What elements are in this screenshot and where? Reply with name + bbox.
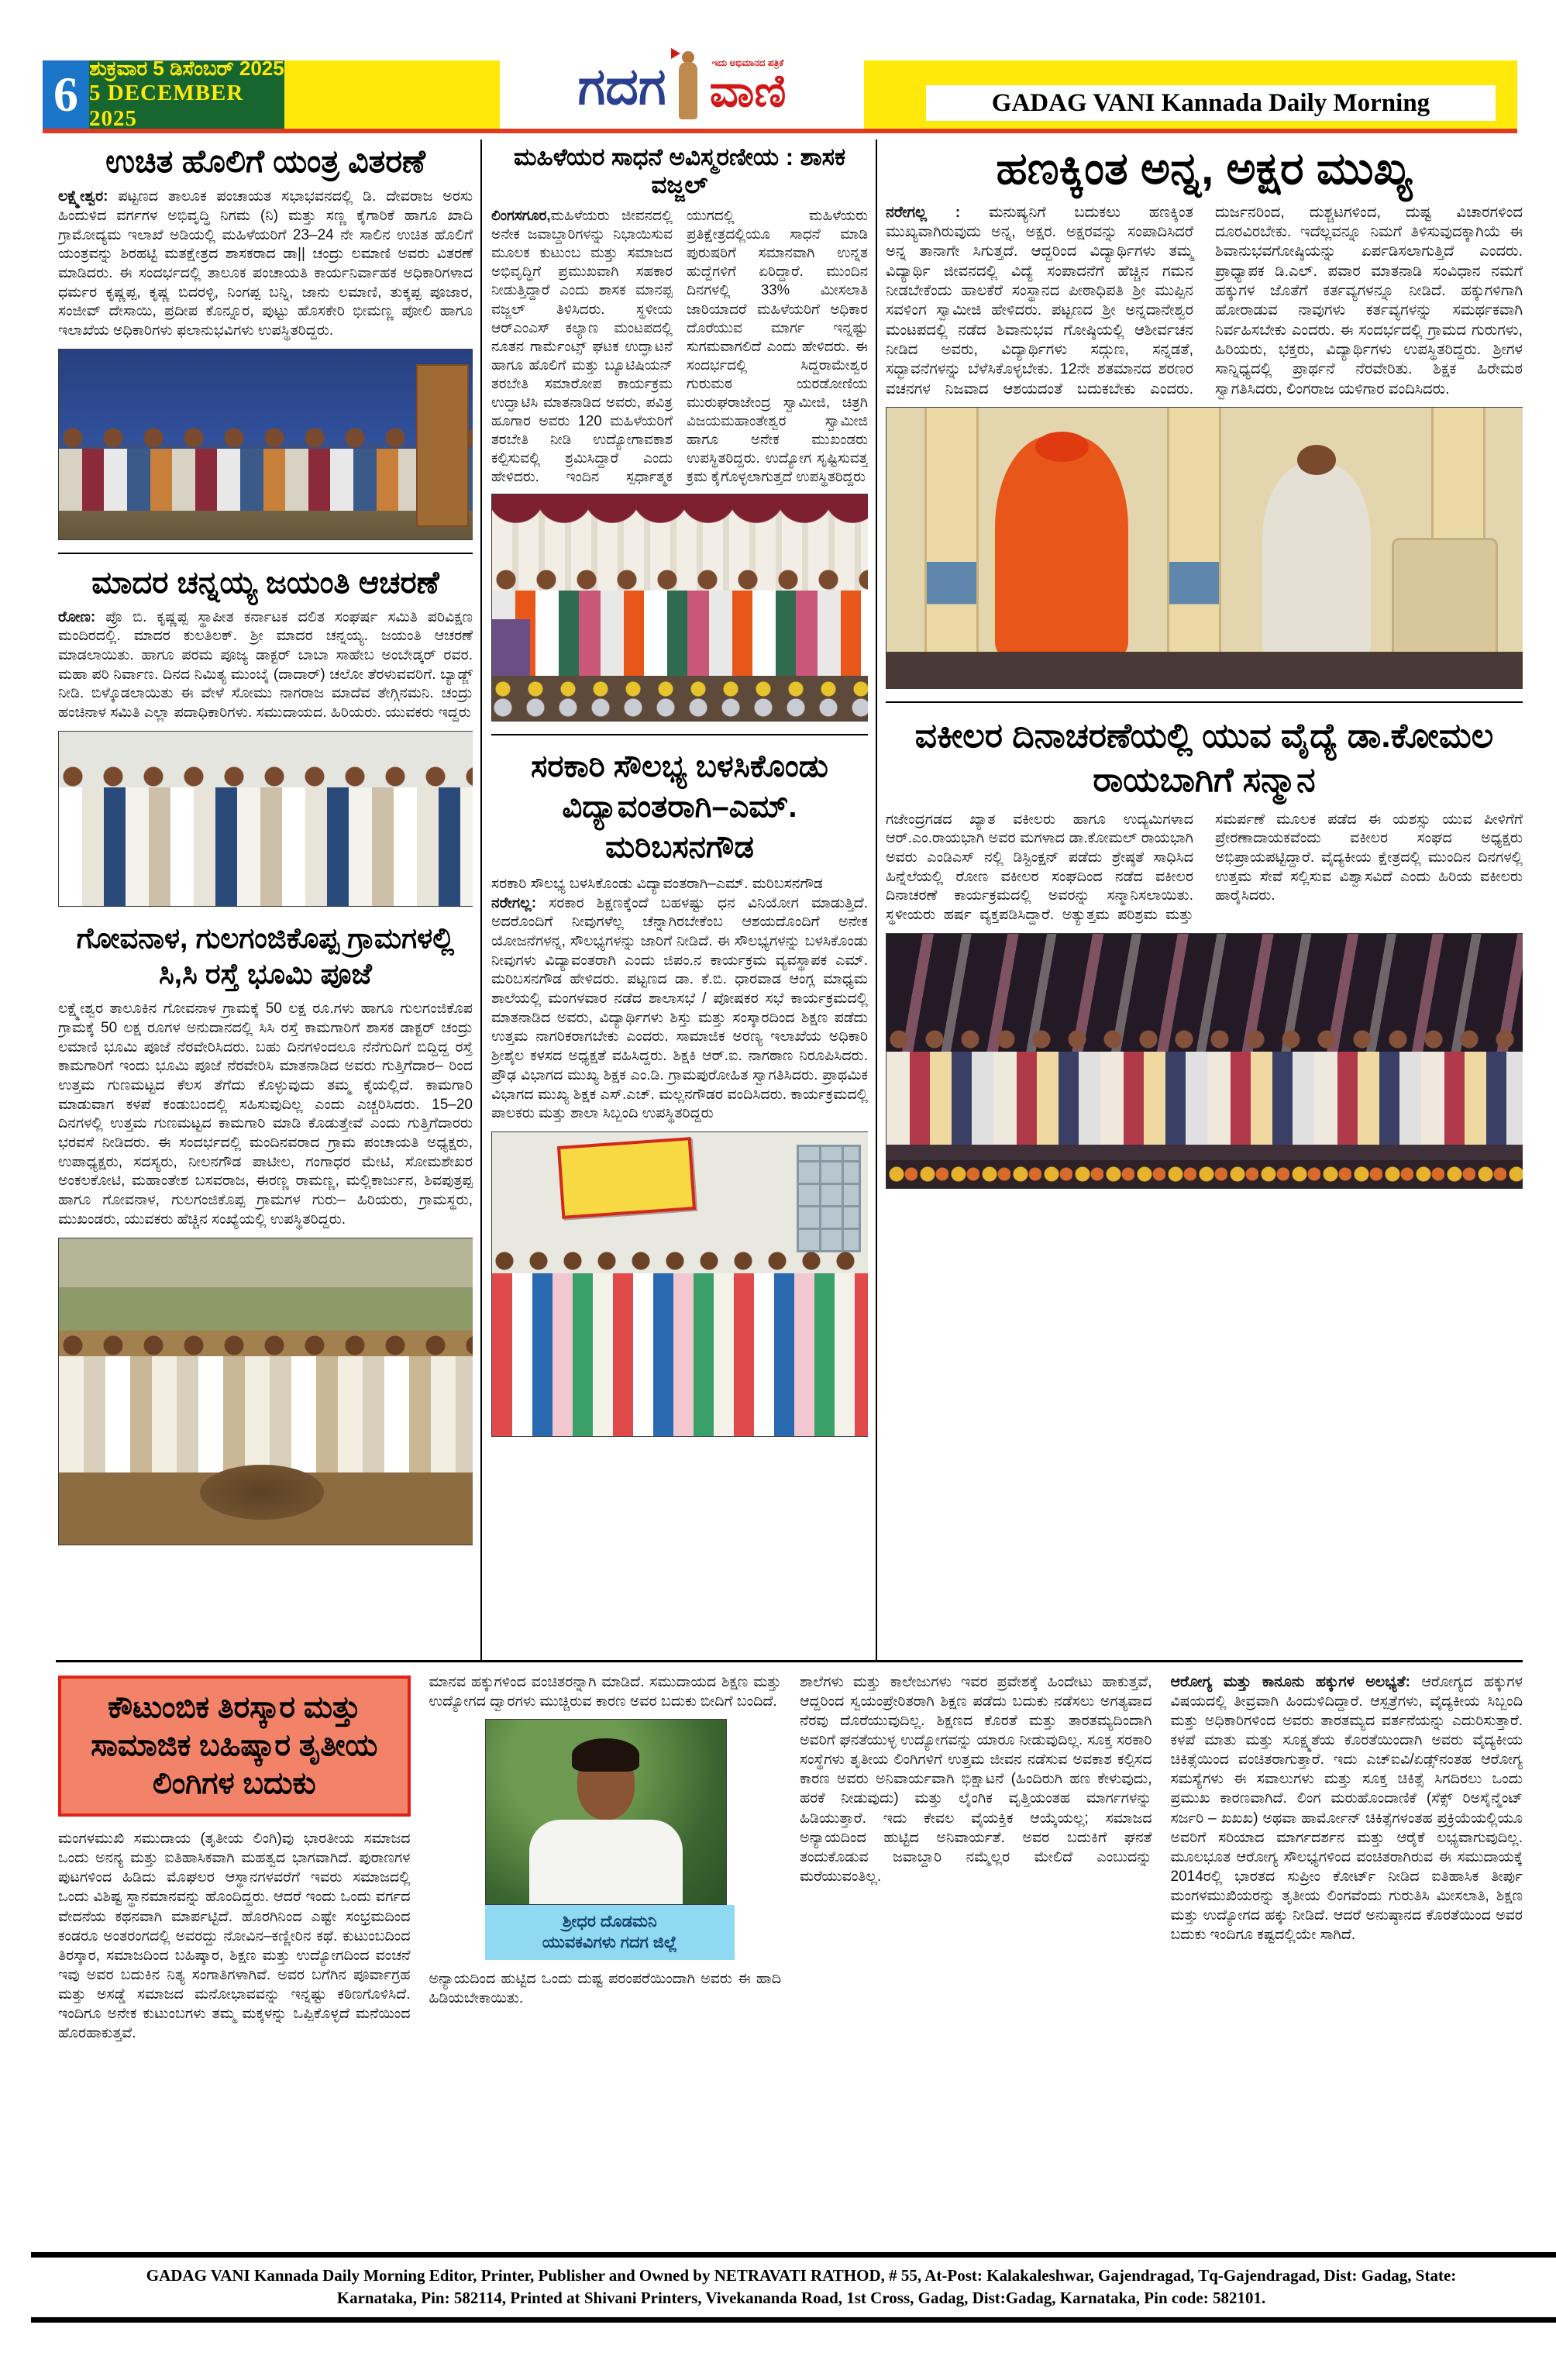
- awardee-figure: [1262, 464, 1371, 655]
- feature-col-4: [1171, 1672, 1523, 2246]
- statue-icon: [671, 48, 705, 124]
- feature-headline-box: [58, 1676, 411, 1817]
- article-madara-channayya-jayanti: [58, 553, 473, 907]
- plastic-chair: [1392, 538, 1499, 660]
- feature-body: ಮಂಗಳಮುಖಿ ಸಮುದಾಯ (ತೃತೀಯ ಲಿಂಗಿ)ವು ಭಾರತೀಯ ಸಮಾಜದ ಒಂದು ಅನನ್ಯ ಮತ್ತು ಐತಿಹಾಸಿಕವಾಗಿ ಮಹತ್ವದ ಭಾಗವಾಗಿದೆ. ಪುರಾಣಗಳ ಪುಟಗಳಿಂದ ಹಿಡಿದು ಮೊಘಲರ ಆಸ್ಥಾನಗಳವರೆಗೆ ಇವರು ಸಮಾಜದಲ್ಲಿ ಒಂದು ವಿಶಿಷ್ಟ ಸ್ಥಾನಮಾನವನ್ನು ಹೊಂದಿದ್ದರು. ಆದರೆ ಇಂದು ಒಂದು ವರ್ಗದ ವೇದನೆಯ ಕಥನವಾಗಿ ಮಾರ್ಪಟ್ಟಿದೆ. ಹೊರಗಿನಿಂದ ಎಷ್ಟೇ ಸಂಭ್ರಮದಿಂದ ಕಂಡರೂ ಅಂತರಂಗದಲ್ಲಿ ಅವರದ್ದು ನೋವಿನ–ಕಣ್ಣೀರಿನ ಕಥೆ. ಕುಟುಂಬದಿಂದ ತಿರಸ್ಕಾರ, ಸಮಾಜದಿಂದ ಬಹಿಷ್ಕಾರ, ಶಿಕ್ಷಣ ಮತ್ತು ಉದ್ಯೋಗದಿಂದ ವಂಚನೆ ಇವು ಅವರ ಬದುಕಿನ ನಿತ್ಯ ಸಂಗಾತಿಗಳಾಗಿವೆ. ಅವರ ಬಗೆಗಿನ ಪೂರ್ವಾಗ್ರಹ ಮತ್ತು ಅಸಡ್ಡೆ ಸಮಾಜದ ಮನೋಭಾವವನ್ನು ಇನ್ನಷ್ಟು ಕಠಿಣಗೊಳಿಸಿದೆ. ಇಂದಿಗೂ ಅನೇಕ ಕುಟುಂಬಗಳು ತಮ್ಮ ಮಕ್ಕಳನ್ನು ಒಪ್ಪಿಕೊಳ್ಳದೆ ಮನೆಯಿಂದ ಹೊರಹಾಕುತ್ತವೆ.: [58, 1831, 411, 2042]
- feature-article-third-gender: [58, 1672, 1523, 2246]
- dateline: ನರೇಗಲ್ಲ:: [491, 894, 537, 911]
- subhead-health-legal-rights: ಆರೋಗ್ಯ ಮತ್ತು ಕಾನೂನು ಹಕ್ಕುಗಳ ಅಲಭ್ಯತೆ:: [1170, 1674, 1410, 1690]
- school-banner: [557, 1137, 696, 1219]
- feature-body: ಆರೋಗ್ಯ ಮತ್ತು ಕಾನೂನು ಹಕ್ಕುಗಳ ಅಲಭ್ಯತೆ: ಆರೋಗ್ಯದ ಹಕ್ಕುಗಳ ವಿಷಯದಲ್ಲಿ ತೀವ್ರವಾಗಿ ಹಿಂದುಳಿದಿದ್ದಾರೆ. ಆಸ್ಪತ್ರೆಗಳು, ವೈದ್ಯಕೀಯ ಸಿಬ್ಬಂದಿ ಮತ್ತು ಅಧಿಕಾರಿಗಳಿಂದ ಅವರು ತಾರತಮ್ಯದ ವರ್ತನೆಯನ್ನು ಎದುರಿಸುತ್ತಾರೆ. ಕಳಪೆ ಮಾತು ಮತ್ತು ಸೂಕ್ಷ್ಮತೆಯ ಕೊರತೆಯಿಂದಾಗಿ ಅವರು ವೈದ್ಯಕೀಯ ಚಿಕಿತ್ಸೆಯಿಂದ ವಂಚಿತರಾಗುತ್ತಾರೆ. ಇದು ಎಚ್‌ಐವಿ/ಏಡ್ಸ್‌ನಂತಹ ಆರೋಗ್ಯ ಸಮಸ್ಯೆಗಳು ಈ ಸವಾಲುಗಳು ಮತ್ತು ಸೂಕ್ತ ಚಿಕಿತ್ಸೆ ಸಿಗದಿರಲು ಒಂದು ಪ್ರಮುಖ ಕಾರಣವಾಗಿದೆ. ಲಿಂಗ ಮರುಹೊಂದಾಣಿಕೆ (ಸೆಕ್ಸ್ ರಿಅಸೈನ್ಮೆಂಟ್ ಸರ್ಜರಿ – ಖಖಖ) ಅಥವಾ ಹಾರ್ಮೋನ್ ಚಿಕಿತ್ಸೆಗಳಂತಹ ಪ್ರಕ್ರಿಯೆಯಲ್ಲಿಯೂ ಅವರಿಗೆ ಸರಿಯಾದ ಮಾರ್ಗದರ್ಶನ ಮತ್ತು ಆರೈಕೆ ಲಭ್ಯವಾಗುವುದಿಲ್ಲ. ಮೂಲಭೂತ ಆರೋಗ್ಯ ಸೌಲಭ್ಯಗಳಿಂದ ವಂಚಿತರಾಗಿರುವ ಈ ಸಮುದಾಯಕ್ಕೆ 2014ರಲ್ಲಿ ಭಾರತದ ಸುಪ್ರೀಂ ಕೋರ್ಟ್ ನೀಡಿದ ಐತಿಹಾಸಿಕ ತೀರ್ಪು ಮಂಗಳಮುಖಿಯರನ್ನು ತೃತೀಯ ಲಿಂಗವೆಂದು ಗುರುತಿಸಿ ಮೀಸಲಾತಿ, ಶಿಕ್ಷಣ ಮತ್ತು ಉದ್ಯೋಗದ ಹಕ್ಕು ನೀಡಿದೆ. ಆದರೆ ಅನುಷ್ಠಾನದ ಕೊರತೆಯಿಂದ ಅವರ ಬದುಕು ಇಂದಿಗೂ ಕಷ್ಟದಲ್ಲಿಯೇ ಸಾಗಿದೆ.: [1170, 1674, 1523, 1944]
- caption-title: ಯುವಕವಿಗಳು ಗದಗ ಜಿಲ್ಲೆ: [542, 1934, 677, 1952]
- article-body: ಲಕ್ಷ್ಮೇಶ್ವರ ತಾಲೂಕಿನ ಗೋವನಾಳ ಗ್ರಾಮಕ್ಕೆ 50 ಲಕ್ಷ ರೂ.ಗಳು ಹಾಗೂ ಗುಲಗಂಜಿಕೊಪ ಗ್ರಾಮಕ್ಕೆ 50 ಲಕ್ಷ ರೂಗಳ ಅನುದಾನದಲ್ಲಿ ಸಿಸಿ ರಸ್ತೆ ಕಾಮಗಾರಿಗೆ ಶಾಸಕ ಡಾಕ್ಟರ್ ಚಂದ್ರು ಲಮಾಣಿ ಭೂಮಿ ಪೂಜೆ ನೆರವೇರಿಸಿದರು. ಬಹು ದಿನಗಳಿಂದಲೂ ನೆನೆಗುದಿಗೆ ಬಿದ್ದಿದ್ದ ರಸ್ತೆ ಕಾಮಗಾರಿಗೆ ಇಂದು ಭೂಮಿ ಪೂಜೆ ನೆರವೇರಿಸಿ ಮಾತನಾಡಿದ ಅವರು ಗುತ್ತಿಗೆದಾರ– ರಿಂದ ಉತ್ತಮ ಗುಣಮಟ್ಟದ ಕೆಲಸ ತೆಗೆದು ಕೊಳ್ಳುವುದು ತಮ್ಮ ಕೈಯಲ್ಲಿದೆ. ಕಾಮಗಾರಿ ಮಾಡುವಾಗ ಕಳಪೆ ಕಂಡುಬಂದಲ್ಲಿ ಸಹಿಸುವುದಿಲ್ಲ ಎಂದು ಎಚ್ಚರಿಸಿದರು. 15–20 ದಿನಗಳಲ್ಲಿ ಉತ್ತಮ ಗುಣಮಟ್ಟದ ಕಾಮಗಾರಿ ಮಾಡಿ ಕೊಡುತ್ತೇವೆ ಎಂದು ಗುತ್ತಿಗೆದಾರರು ಭರವಸೆ ನೀಡಿದರು. ಈ ಸಂದರ್ಭದಲ್ಲಿ ಮಂದಿನವರಾದ ಗ್ರಾಮ ಪಂಚಾಯತಿ ಅಧ್ಯಕ್ಷರು, ಉಪಾಧ್ಯಕ್ಷರು, ಸದಸ್ಯರು, ನೀಲನಗೌಡ ಪಾಟೀಲ, ಗಂಗಾಧರ ಮೇಟಿ, ಸೋಮಶೇಖರ ಅಂಕಲಕೋಟಿ, ಮಹಾಂತೇಶ ಬಸವರಾಜ, ಈರಣ್ಣ ರಾಮಣ್ಣ, ಮಲ್ಲಿಕಾರ್ಜುನ, ಶಿವಪುತ್ರಪ್ಪ ಹಾಗೂ ಗೋವನಾಳ, ಗುಲಗಂಜಿಕೊಪ್ಪ ಗ್ರಾಮಗಳ ಗುರು– ಹಿರಿಯರು, ಗ್ರಾಮಸ್ಥರು, ಮುಖಂಡರು, ಯುವಕರು ಹೆಚ್ಚಿನ ಸಂಖ್ಯೆಯಲ್ಲಿ ಉಪಸ್ಥಿತರಿದ್ದರು.: [58, 1001, 473, 1228]
- article-govt-facilities-education: [491, 734, 868, 1437]
- article-headline: ಸರಕಾರಿ ಸೌಲಭ್ಯ ಬಳಸಿಕೊಂಡು ವಿದ್ಯಾವಂತರಾಗಿ–ಎಮ್. ಮರಿಬಸನಗೌಡ: [531, 749, 828, 864]
- article-headline: ಹಣಕ್ಕಿಂತ ಅನ್ನ, ಅಕ್ಷರ ಮುಖ್ಯ: [996, 143, 1413, 194]
- feature-headline: ಕೌಟುಂಬಿಕ ತಿರಸ್ಕಾರ ಮತ್ತು ಸಾಮಾಜಿಕ ಬಹಿಷ್ಕಾರ ತೃತೀಯ ಲಿಂಗಿಗಳ ಬದುಕು: [91, 1691, 378, 1800]
- article-cc-road-bhoomi-pooja: [58, 921, 473, 1545]
- article-headline: ಮಾದರ ಚನ್ನಯ್ಯ ಜಯಂತಿ ಆಚರಣೆ: [91, 565, 439, 600]
- article-headline: ಉಚಿತ ಹೊಲಿಗೆ ಯಂತ್ರ ವಿತರಣೆ: [105, 143, 425, 179]
- photo-jayanti-group: [58, 731, 473, 907]
- article-body: ನರೇಗಲ್ಲ : ಮನುಷ್ಯನಿಗೆ ಬದುಕಲು ಹಣಕ್ಕಿಂತ ಮುಖ್ಯವಾಗಿರುವುದು ಅನ್ನ, ಅಕ್ಷರ. ಅಕ್ಷರವನ್ನು ಸಂಪಾದಿಸಿದರೆ ಅನ್ನ ತಾನಾಗೇ ಸಿಗುತ್ತದೆ. ಆದ್ದರಿಂದ ವಿದ್ಯಾರ್ಥಿಗಳು ತಮ್ಮ ವಿದ್ಯಾರ್ಥಿ ಜೀವನದಲ್ಲಿ ವಿದ್ಯೆ ಸಂಪಾದನೆಗೆ ಹೆಚ್ಚಿನ ಗಮನ ನೀಡಬೇಕೆಂದು ಹಾಲಕೆರೆ ಸಂಸ್ಥಾನದ ಪೀಠಾಧಿಪತಿ ಶ್ರೀ ಮುಪ್ಪಿನ ಸವಳಿಂಗ ಸ್ವಾಮೀಜಿ ಹೇಳಿದರು. ಪಟ್ಟಣದ ಶ್ರೀ ಅನ್ನದಾನೇಶ್ವರ ಮಂಟಪದಲ್ಲಿ ನಡೆದ ಶಿವಾನುಭವ ಗೋಷ್ಠಿಯಲ್ಲಿ ಆಶೀರ್ವಚನ ನೀಡಿದ ಅವರು, ವಿದ್ಯಾರ್ಥಿಗಳು ಸದ್ಗುಣ, ಸನ್ನಡತೆ, ಸದ್ಭಾವನೆಗಳನ್ನು ಬೆಳೆಸಿಕೊಳ್ಳಬೇಕು. 12ನೇ ಶತಮಾನದ ಶರಣರ ವಚನಗಳ ನಿಜವಾದ ಆಶಯದಂತೆ ಬದುಕಬೇಕು ಎಂದರು. ದುರ್ಜನರಿಂದ, ದುಶ್ಚಟಗಳಿಂದ, ದುಷ್ಟ ವಿಚಾರಗಳಿಂದ ದೂರವಿರಬೇಕು. ಇದೆಲ್ಲವನ್ನೂ ನಿಮಗೆ ತಿಳಿಸುವುದಕ್ಕಾಗಿಯೆ ಈ ಶಿವಾನುಭವಗೋಷ್ಠಿಯನ್ನು ಏರ್ಪಡಿಸಲಾಗುತ್ತಿದೆ ಎಂದರು. ಪ್ರಾಧ್ಯಾಪಕ ಡಿ.ಎಲ್. ಪವಾರ ಮಾತನಾಡಿ ಸಂವಿಧಾನ ನಮಗೆ ಹಕ್ಕುಗಳ ಜೊತೆಗೆ ಕರ್ತವ್ಯಗಳನ್ನೂ ನೀಡಿದೆ. ಹಕ್ಕುಗಳಿಗಾಗಿ ಹೋರಾಡುವ ನಾವುಗಳು ಕರ್ತವ್ಯಗಳನ್ನು ಸಮರ್ಥಕವಾಗಿ ನಿರ್ವಹಿಸಬೇಕು ಎಂದರು. ಈ ಸಂದರ್ಭದಲ್ಲಿ ಗ್ರಾಮದ ಗುರುಗಳು, ಹಿರಿಯರು, ಭಕ್ತರು, ವಿದ್ಯಾರ್ಥಿಗಳು ಉಪಸ್ಥಿತರಿದ್ದರು. ಶ್ರೀಗಳ ಸಾನ್ನಿಧ್ಯದಲ್ಲಿ ಪ್ರಾರ್ಥನೆ ನೆರವೇರಿತು. ಶಿಕ್ಷಕ ಹಿರೇಮಠ ಸ್ವಾಗತಿಸಿದರು, ಲಿಂಗರಾಜ ಯಳಿಗಾರ ವಂದಿಸಿದರು.: [886, 203, 1523, 398]
- dateline: ನರೇಗಲ್ಲ :: [886, 203, 961, 221]
- column-left: [58, 143, 473, 1660]
- column-divider: [876, 139, 877, 1660]
- article-body: ಲಿಂಗಸಗೂರ,ಮಹಿಳೆಯರು ಜೀವನದಲ್ಲಿ ಅನೇಕ ಜವಾಬ್ದಾರಿಗಳನ್ನು ನಿಭಾಯಿಸುವ ಮೂಲಕ ಕುಟುಂಬ ಮತ್ತು ಸಮಾಜದ ಅಭಿವೃದ್ಧಿಗೆ ಪ್ರಮುಖವಾಗಿ ಸಹಕಾರ ನೀಡುತ್ತಿದ್ದಾರೆ ಎಂದು ಶಾಸಕ ಮಾನಪ್ಪ ವಜ್ಜಲ್ ತಿಳಿಸಿದರು. ಸ್ಥಳೀಯ ಆರ್‌ಎಂಎಸ್ ಕಲ್ಯಾಣ ಮಂಟಪದಲ್ಲಿ ನೂತನ ಗಾರ್ಮೆಂಟ್ಸ್ ಘಟಕ ಉದ್ಘಾಟನೆ ಹಾಗೂ ಹೊಲಿಗೆ ಮತ್ತು ಬ್ಯೂಟಿಷಿಯನ್ ತರಬೇತಿ ಸಮಾರೋಪ ಕಾರ್ಯಕ್ರಮ ಉದ್ಘಾಟಿಸಿ ಮಾತನಾಡಿದ ಅವರು, ಪವಿತ್ರ ಹೂಗಾರ ಅವರು 120 ಮಹಿಳೆಯರಿಗೆ ತರಬೇತಿ ನೀಡಿ ಉದ್ಯೋಗಾವಕಾಶ ಕಲ್ಪಿಸುವಲ್ಲಿ ಶ್ರಮಿಸಿದ್ದಾರೆ ಎಂದು ಹೇಳಿದರು. ಇಂದಿನ ಸ್ಪರ್ಧಾತ್ಮಕ ಯುಗದಲ್ಲಿ ಮಹಿಳೆಯರು ಪ್ರತಿಕ್ಷೇತ್ರದಲ್ಲಿಯೂ ಸಾಧನೆ ಮಾಡಿ ಪುರುಷರಿಗೆ ಸಮಾನವಾಗಿ ಉನ್ನತ ಹುದ್ದೆಗಳಿಗೆ ಏರಿದ್ದಾರೆ. ಮುಂದಿನ ದಿನಗಳಲ್ಲಿ 33% ಮೀಸಲಾತಿ ಜಾರಿಯಾದರೆ ಮಹಿಳೆಯರಿಗೆ ಅಧಿಕಾರ ದೊರೆಯುವ ಮಾರ್ಗ ಇನ್ನಷ್ಟು ಸುಗಮವಾಗಲಿದೆ ಎಂದು ಹೇಳಿದರು. ಈ ಸಂದರ್ಭದಲ್ಲಿ ಸಿದ್ದರಾಮೇಶ್ವರ ಗುರುಮಠ ಯರಡೋಣಿಯ ಮುರುಘರಾಜೇಂದ್ರ ಸ್ವಾಮೀಜಿ, ಚಿತ್ರಗಿ ವಿಜಯಮಹಾಂತೇಶ್ವರ ಸ್ವಾಮೀಜಿ ಹಾಗೂ ಅನೇಕ ಮುಖಂಡರು ಉಪಸ್ಥಿತರಿದ್ದರು. ಉದ್ಯೋಗ ಸೃಷ್ಟಿಸುವತ್ತ ಕ್ರಮ ಕೈಗೊಳ್ಳಲಾಗುತ್ತದೆ ಉಪಸ್ಥಿತರಿದ್ದರು: [491, 207, 868, 484]
- newspaper-logo: [500, 43, 864, 129]
- article-body: ಗಜೇಂದ್ರಗಡದ ಖ್ಯಾತ ವಕೀಲರು ಹಾಗೂ ಉದ್ಯಮಿಗಳಾದ ಆರ್.ಎಂ.ರಾಯಭಾಗಿ ಅವರ ಮಗಳಾದ ಡಾ.ಕೋಮಲ್ ರಾಯಭಾಗಿ ಅವರು ಎಂಡಿಎಸ್ ನಲ್ಲಿ ಡಿಸ್ಟಿಂಕ್ಷನ್ ಪಡೆದು ಶ್ರೇಷ್ಠತೆ ಸಾಧಿಸಿದ ಹಿನ್ನೆಲೆಯಲ್ಲಿ ರೋಣ ವಕೀಲರ ಸಂಘದಿಂದ ನಡೆದ ವಕೀಲರ ದಿನಾಚರಣೆ ಕಾರ್ಯಕ್ರಮದಲ್ಲಿ ಅವರನ್ನು ಸನ್ಮಾನಿಸಲಾಯಿತು. ಸ್ಥಳೀಯರು ಹರ್ಷ ವ್ಯಕ್ತಪಡಿಸಿದ್ದಾರೆ. ಅತ್ಯುತ್ತಮ ಪರಿಶ್ರಮ ಮತ್ತು ಸಮರ್ಪಣೆ ಮೂಲಕ ಪಡೆದ ಈ ಯಶಸ್ಸು ಯುವ ಪೀಳಿಗೆಗೆ ಪ್ರೇರಣಾದಾಯಕವೆಂದು ವಕೀಲರ ಸಂಘದ ಅಧ್ಯಕ್ಷರು ಅಭಿಪ್ರಾಯಪಟ್ಟಿದ್ದಾರೆ. ವೈದ್ಯಕೀಯ ಕ್ಷೇತ್ರದಲ್ಲಿ ಮುಂದಿನ ದಿನಗಳಲ್ಲಿ ಉತ್ತಮ ಸೇವೆ ಸಲ್ಲಿಸುವ ವಿಶ್ವಾಸವಿದೆ ಎಂದು ಹಿರಿಯ ವಕೀಲರು ಹಾರೈಸಿದರು.: [886, 811, 1523, 923]
- photo-portrait-shridhara-dodamani: [485, 1719, 727, 1905]
- column-right: [886, 143, 1523, 1660]
- door: [416, 364, 469, 527]
- imprint-line-2: Karnataka, Pin: 582114, Printed at Shivani Printers, Vivekananda Road, 1st Cross, Gadag, Dist:Gadag, Karnataka, Pin code: 582101.: [336, 2288, 1266, 2307]
- imprint-line-1: GADAG VANI Kannada Daily Morning Editor, Printer, Publisher and Owned by NETRAVATI RATHOD, # 55, At-Post: Kalakaleshwar, Gajendragad, Tq-Gajendragad, Dist: Gadag, State:: [146, 2266, 1457, 2285]
- masthead-english-box: [926, 85, 1496, 121]
- article-lawyer-day-felicitation: [886, 701, 1523, 1189]
- stage-valance: [492, 494, 868, 536]
- window: [797, 1145, 862, 1252]
- article-headline: ಮಹಿಳೆಯರ ಸಾಧನೆ ಅವಿಸ್ಮರಣೀಯ : ಶಾಸಕ ವಜ್ಜಲ್: [513, 143, 846, 198]
- feature-body: ಶಾಲೆಗಳು ಮತ್ತು ಕಾಲೇಜುಗಳು ಇವರ ಪ್ರವೇಶಕ್ಕೆ ಹಿಂದೇಟು ಹಾಕುತ್ತವೆ, ಆದ್ದರಿಂದ ಸ್ವಯಂಪ್ರೇರಿತರಾಗಿ ಶಿಕ್ಷಣ ಪಡೆದು ಬದುಕು ನಡೆಸಲು ಅಗತ್ಯವಾದ ನೆರವು ದೊರೆಯುವುದಿಲ್ಲ. ಶಿಕ್ಷಣದ ಕೊರತೆ ಮತ್ತು ತಾರತಮ್ಯದಿಂದಾಗಿ ಅವರಿಗೆ ಘನತೆಯುಳ್ಳ ಉದ್ಯೋಗವನ್ನು ಯಾರೂ ನೀಡುವುದಿಲ್ಲ. ಸೂಕ್ತ ಸರಕಾರಿ ಸಂಸ್ಥೆಗಳು ತೃತೀಯ ಲಿಂಗಿಗಳಿಗೆ ಉತ್ತಮ ಜೀವನ ನಡೆಸುವ ಅವಕಾಶ ಕಲ್ಪಿಸದ ಕಾರಣ ಅವರು ಅನಿವಾರ್ಯವಾಗಿ ಭಿಕ್ಷಾಟನೆ (ಹಿಂದಿರುಗಿ ಹಣ ಕೇಳುವುದು, ಹರಕೆ ನೀಡುವುದು) ಮತ್ತು ಲೈಂಗಿಕ ವೃತ್ತಿಯಂತಹ ಮಾರ್ಗಗಳನ್ನು ಹಿಡಿಯುತ್ತಾರೆ. ಇದು ಕೇವಲ ವೈಯಕ್ತಿಕ ಆಯ್ಕೆಯಲ್ಲ; ಸಮಾಜದ ಅನ್ಯಾಯದಿಂದ ಹುಟ್ಟಿದ ಅನಿವಾರ್ಯತೆ. ಅವರ ಬದುಕಿಗೆ ಘನತೆ ತಂದುಕೊಡುವ ಜವಾಬ್ದಾರಿ ನಮ್ಮೆಲ್ಲರ ಮೇಲಿದೆ ಎಂಬುದನ್ನು ಮರೆಯುವಂತಿಲ್ಲ.: [800, 1674, 1152, 1885]
- column-divider: [480, 139, 482, 1660]
- article-intro-line: ಸರಕಾರಿ ಸೌಲಭ್ಯ ಬಳಸಿಕೊಂಡು ವಿದ್ಯಾವಂತರಾಗಿ–ಎಮ್. ಮರಿಬಸನಗೌಡ: [491, 875, 823, 892]
- article-body: ರೋಣ: ಪ್ರೊ ಬಿ. ಕೃಷ್ಣಪ್ಪ ಸ್ಥಾಪೀತ ಕರ್ನಾಟಕ ದಲಿತ ಸಂಘರ್ಷ ಸಮಿತಿ ಪರಿವಿಕ್ಷಣ ಮಂದಿರದಲ್ಲಿ. ಮಾದರ ಕುಲತಿಲಕ್. ಶ್ರೀ ಮಾದರ ಚನ್ನಯ್ಯ. ಜಯಂತಿ ಆಚರಣೆ ಮಾಡಲಾಯಿತು. ಹಾಗೂ ಪರಮ ಪೂಜ್ಯ ಡಾಕ್ಟರ್ ಬಾಬಾ ಸಾಹೇಬ ಅಂಬೇಡ್ಕರ್ ರವರ. ಮಹಾ ಪರಿ ನಿರ್ವಾಣ. ದಿನದ ನಿಮಿತ್ಯ ಮುಂಬೈ (ದಾದಾರ್) ಚಲೋ ತೆರಳುವವರಿಗೆ. ಬ್ಯಾಡ್ಜ್ ನೀಡಿ. ಬಿಳ್ಕೊಡಲಾಯಿತು ಈ ವೇಳೆ ಸೋಮು ನಾಗರಾಜ ಮಾದೆವ ತೇಗ್ಗಿನಮನಿ. ಚಂದ್ರು ಹಂಚಿನಾಳ ಸಮಿತಿ ಎಲ್ಲಾ ಪದಾಧಿಕಾರಿಗಳು. ಸಮುದಾಯದ. ಹಿರಿಯರು. ಯುವಕರು ಇದ್ದರು: [58, 608, 473, 722]
- date-box: [89, 56, 284, 132]
- photo-sewing-distribution-event: [58, 349, 473, 540]
- logo-text-gadag: ಗದಗ: [577, 57, 666, 115]
- section-divider: [56, 1660, 1523, 1662]
- flower-pots-row: [492, 676, 868, 721]
- photo-felicitation-stage: [886, 933, 1523, 1189]
- article-headline: ವಕೀಲರ ದಿನಾಚರಣೆಯಲ್ಲಿ ಯುವ ವೈದ್ಯೆ ಡಾ.ಕೋಮಲ ರಾಯಬಾಗಿಗೆ ಸನ್ಮಾನ: [914, 717, 1494, 800]
- column-middle: [491, 143, 868, 1660]
- article-body: ಲಕ್ಷ್ಮೇಶ್ವರ: ಪಟ್ಟಣದ ತಾಲೂಕ ಪಂಚಾಯತ ಸಭಾಭವನದಲ್ಲಿ ಡಿ. ದೇವರಾಜ ಅರಸು ಹಿಂದುಳಿದ ವರ್ಗಗಳ ಅಭಿವೃದ್ಧಿ ನಿಗಮ (ನಿ) ಮತ್ತು ಸಣ್ಣ ಕೈಗಾರಿಕೆ ಹಾಗೂ ಖಾದಿ ಗ್ರಾಮೋದ್ಯಮ ಇಲಾಖೆ ಅಡಿಯಲ್ಲಿ ಮಹಿಳೆಯರಿಗೆ 23–24 ನೇ ಸಾಲಿನ ಉಚಿತ ಹೊಲಿಗೆ ಯಂತ್ರವನ್ನು ಶಿರಹಟ್ಟಿ ಮತಕ್ಷೇತ್ರದ ಶಾಸಕರಾದ ಡಾ|| ಚಂದ್ರು ಲಮಾಣಿ ಅವರು ವಿತರಣೆ ಮಾಡಿದರು. ಈ ಸಂದರ್ಭದಲ್ಲಿ ತಾಲೂಕ ಪಂಚಾಯತಿ ಕಾರ್ಯನಿರ್ವಾಹಕ ಅಧಿಕಾರಿಗಳಾದ ಧರ್ಮರ ಕೃಷ್ಣಪ್ಪ, ಕೃಷ್ಣ ಬಿದರಳ್ಳಿ, ನಿಂಗಪ್ಪ ಬನ್ನಿ, ಜಾನು ಲಮಾಣಿ, ತುಕ್ಕಪ್ಪ ಪೂಜಾರ, ಸಂಜೀವ್ ದೇಸಾಯಿ, ಪ್ರದೀಪ ಕೊನ್ನೂರ, ಪುಟ್ಟು ಹೊಸಕೇರಿ ಭೀಮಣ್ಣ ಪೋಲಿ ಹಾಗೂ ಇಲಾಖೆಯ ಅಧಿಕಾರಿಗಳು ಫಲಾನುಭವಿಗಳು ಉಪಸ್ಥಿತರಿದ್ದರು.: [58, 188, 473, 339]
- logo-tagline: ಇದು ಅಭಿಮಾನದ ಪತ್ರಿಕೆ: [711, 57, 784, 68]
- dateline: ಲಕ್ಷ್ಮೇಶ್ವರ:: [58, 188, 108, 205]
- feature-body: ಅನ್ಯಾಯದಿಂದ ಹುಟ್ಟಿದ ಒಂದು ದುಷ್ಟ ಪರಂಪರೆಯಿಂದಾಗಿ ಅವರು ಈ ಹಾದಿ ಹಿಡಿಯಬೇಕಾಯಿತು.: [429, 1970, 781, 2006]
- dateline: ರೋಣ:: [58, 608, 96, 625]
- feature-col-2: [429, 1672, 782, 2246]
- photo-bhoomi-pooja: [58, 1238, 473, 1545]
- page-number: 6: [43, 60, 89, 129]
- dug-earth: [200, 1465, 325, 1520]
- portrait-wrap: [485, 1719, 725, 1960]
- article-women-achievement: [491, 143, 868, 722]
- article-headline: ಗೋವನಾಳ, ಗುಲಗಂಜಿಕೊಪ್ಪ ಗ್ರಾಮಗಳಲ್ಲಿ ಸಿ,ಸಿ ರಸ್ತೆ ಭೂಮಿ ಪೂಜೆ: [76, 921, 455, 990]
- temple-pillar: [1167, 408, 1221, 688]
- floor: [886, 652, 1523, 688]
- article-sewing-machines: [58, 143, 473, 540]
- date-english: 5 DECEMBER 2025: [89, 81, 244, 132]
- masthead-english-title: GADAG VANI Kannada Daily Morning: [991, 88, 1430, 117]
- photo-school-gathering: [491, 1131, 868, 1437]
- caption-name: ಶ್ರೀಧರ ದೊಡಮನಿ: [562, 1913, 657, 1931]
- imprint-footer: [31, 2252, 1556, 2323]
- article-body: ನರೇಗಲ್ಲ: ಸರಕಾರ ಶಿಕ್ಷಣಕ್ಕೆಂದೆ ಬಹಳಷ್ಟು ಧನ ವಿನಿಯೋಗ ಮಾಡುತ್ತಿದೆ. ಅದರೊಂದಿಗೆ ನೀವುಗಳೆಲ್ಲ ಚೆನ್ನಾಗಿರಬೇಕೆಂಬ ಆಶಯದೊಂದಿಗೆ ಅನೇಕ ಯೋಜನೆಗಳನ್ನ, ಸೌಲಭ್ಯಗಳನ್ನು ಜಾರಿಗೆ ನೀಡಿದೆ. ಈ ಸೌಲಭ್ಯಗಳನ್ನು ಬಳಸಿಕೊಂಡು ನೀವುಗಳು ವಿದ್ಯಾವಂತರಾಗಿ ಎಂದು ಜಿಪಂ.ನ ಕಾರ್ಯಕ್ರಮ ವ್ಯವಸ್ಥಾಪಕ ಎಮ್. ಮರಿಬಸನಗೌಡ ಹೇಳಿದರು. ಪಟ್ಟಣದ ಡಾ. ಕೆ.ಬಿ. ಧಾರವಾಡ ಆಂಗ್ಲ ಮಾಧ್ಯಮ ಶಾಲೆಯಲ್ಲಿ ಮಂಗಳವಾರ ನಡೆದ ಶಾಲಾಸಭೆ / ಪೋಷಕರ ಸಭೆ ಕಾರ್ಯಕ್ರಮದಲ್ಲಿ ಮಾತನಾಡಿದ ಅವರು, ವಿದ್ಯಾರ್ಥಿಗಳು ಶಿಸ್ತು ಮತ್ತು ಸಂಸ್ಕಾರದಿಂದ ಶಿಕ್ಷಣ ಪಡೆದು ಉತ್ತಮ ನಾಗರಿಕರಾಗಬೇಕು ಎಂದರು. ಸಾಮಾಜಿಕ ಅರಣ್ಯ ಇಲಾಖೆಯ ಅಧಿಕಾರಿ ಶ್ರೀಶೈಲ ಕಳಸದ ಅಧ್ಯಕ್ಷತೆ ವಹಿಸಿದ್ದರು. ಶಿಕ್ಷಕಿ ಆರ್.ಐ. ನಾಗಠಾಣ ನಿರೂಪಿಸಿದರು. ಪ್ರೌಢ ವಿಭಾಗದ ಮುಖ್ಯ ಶಿಕ್ಷಕ ಎಂ.ಡಿ. ಗ್ರಾಮಪುರೋಹಿತ ಸ್ವಾಗತಿಸಿದರು. ಪ್ರಾಥಮಿಕ ವಿಭಾಗದ ಮುಖ್ಯ ಶಿಕ್ಷಕ ಎಸ್.ಎಚ್. ಮಲ್ಲನಗೌಡರ ವಂದಿಸಿದರು. ಕಾರ್ಯಕ್ರಮದಲ್ಲಿ ಪಾಲಕರು ಮತ್ತು ಶಾಲಾ ಸಿಬ್ಬಂದಿ ಉಪಸ್ಥಿತರಿದ್ದರು: [491, 894, 868, 1122]
- temple-pillar: [924, 408, 979, 688]
- logo-text-vani: ವಾಣಿ: [709, 66, 787, 116]
- feature-body: ಮಾನವ ಹಕ್ಕುಗಳಿಂದ ವಂಚಿತರನ್ನಾಗಿ ಮಾಡಿದೆ. ಸಮುದಾಯದ ಶಿಕ್ಷಣ ಮತ್ತು ಉದ್ಯೋಗದ ದ್ವಾರಗಳು ಮುಚ್ಚಿರುವ ಕಾರಣ ಅವರ ಬದುಕು ಬೀದಿಗೆ ಬಂದಿದೆ.: [429, 1674, 781, 1710]
- masthead-band: [43, 56, 1517, 133]
- photo-caption: [485, 1905, 735, 1960]
- feature-col-1: [58, 1672, 411, 2246]
- photo-lamp-lighting-stage: [491, 494, 868, 722]
- date-kannada: ಶುಕ್ರವಾರ 5 ಡಿಸೆಂಬರ್ 2025: [89, 56, 284, 80]
- flower-garlands-row: [886, 1160, 1523, 1188]
- swamiji-figure: [995, 436, 1129, 654]
- photo-swamiji-presentation: [886, 407, 1523, 689]
- dateline: ಲಿಂಗಸಗೂರ,: [491, 207, 551, 224]
- feature-col-3: [800, 1672, 1152, 2246]
- article-food-letters-important: [886, 143, 1523, 689]
